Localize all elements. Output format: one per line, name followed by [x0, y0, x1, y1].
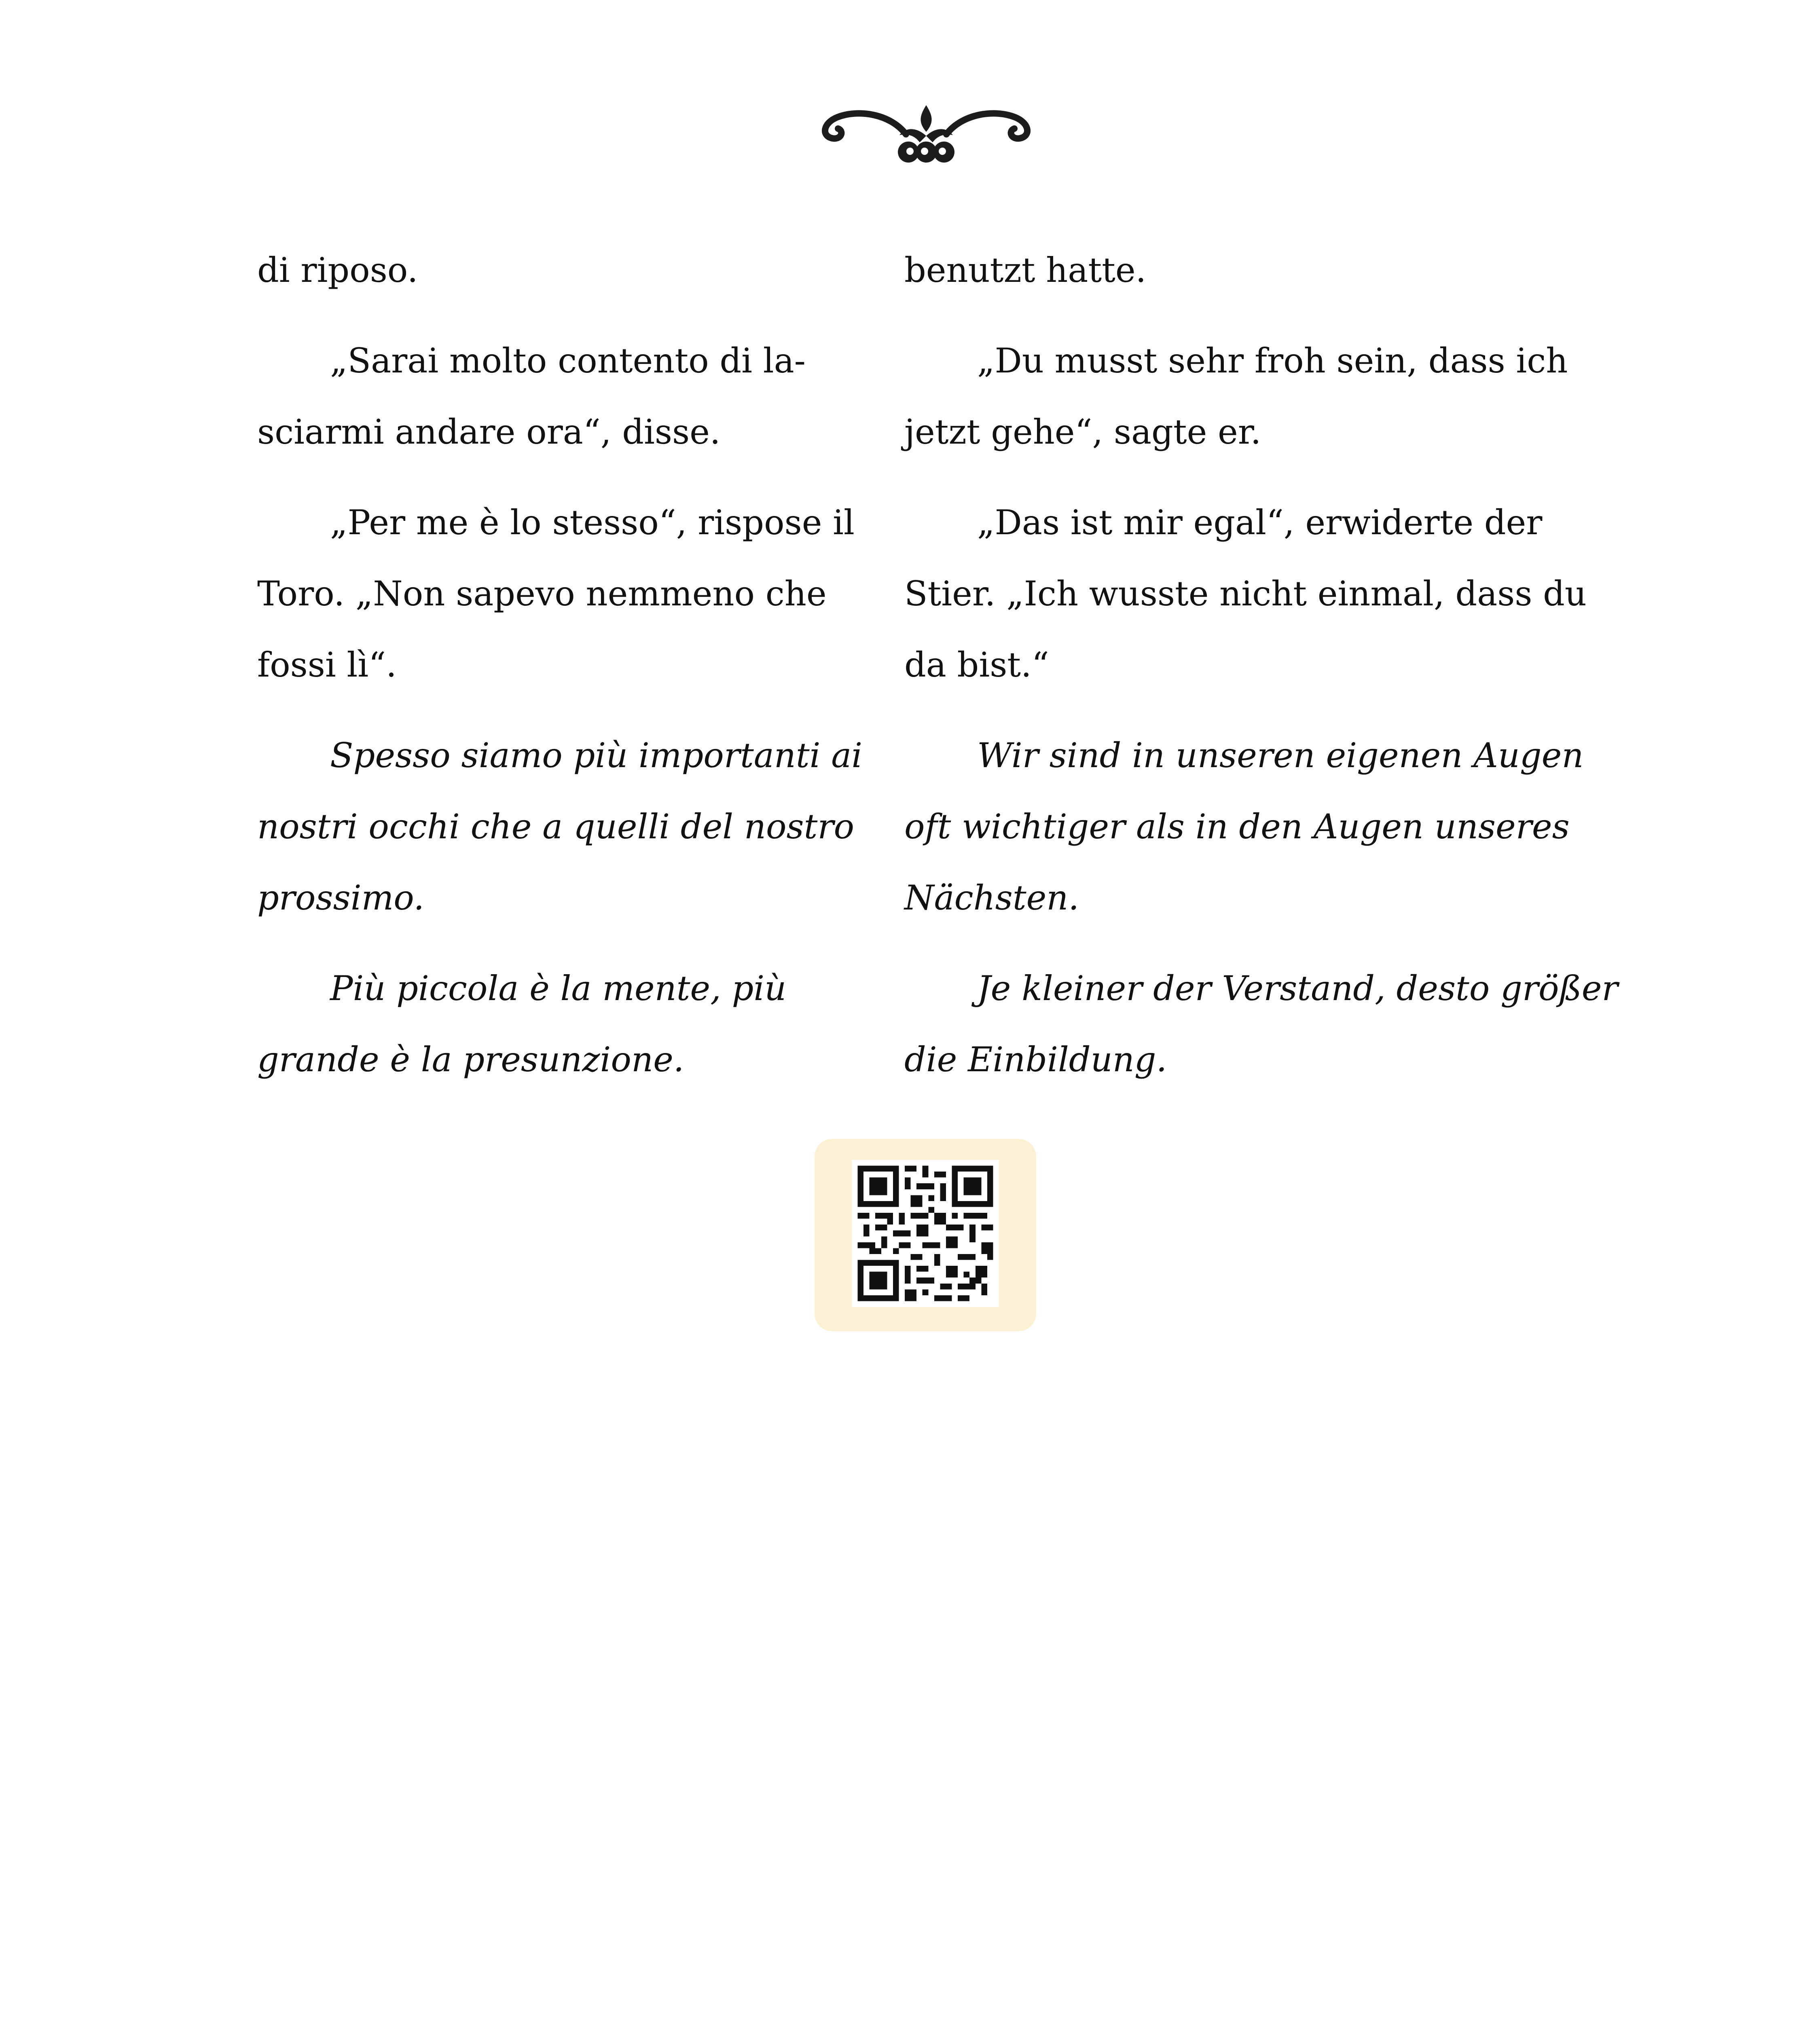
moral-line: oft wichtiger als in den Augen unseres [904, 807, 1570, 846]
text-line: Stier. „Ich wusste nicht einmal, dass du [904, 574, 1587, 613]
moral-line: Spesso siamo più importanti ai [330, 736, 863, 775]
text-line: da bist.“ [904, 645, 1049, 685]
moral-line: die Einbildung. [904, 1040, 1167, 1079]
moral-line: nostri occhi che a quelli del nostro [257, 807, 855, 846]
moral-line: Più piccola è la mente, più [330, 969, 787, 1008]
text-line: „Du musst sehr froh sein, dass ich [977, 341, 1568, 381]
moral-line: prossimo. [257, 878, 425, 918]
italian-column [257, 235, 872, 1095]
text-line: „Per me è lo stesso“, rispose il [330, 503, 855, 542]
moral-line: Je kleiner der Verstand, desto größer [977, 969, 1618, 1008]
text-line: sciarmi andare ora“, disse. [257, 412, 721, 452]
flourish-ornament-icon [813, 97, 1039, 170]
text-line: di riposo. [257, 250, 418, 290]
text-line: benutzt hatte. [904, 250, 1147, 290]
moral-line: grande è la presunzione. [257, 1040, 684, 1079]
qr-code-panel [815, 1139, 1036, 1331]
moral-line: Nächsten. [904, 878, 1079, 918]
text-line: Toro. „Non sapevo nemmeno che [257, 574, 827, 613]
qr-code-icon [852, 1160, 999, 1307]
text-line: „Das ist mir egal“, erwiderte der [977, 503, 1543, 542]
text-line: „Sarai molto contento di la- [330, 341, 806, 381]
text-line: fossi lì“. [257, 645, 397, 685]
german-column [904, 235, 1618, 1095]
text-line: jetzt gehe“, sagte er. [904, 412, 1261, 452]
moral-line: Wir sind in unseren eigenen Augen [977, 736, 1584, 775]
